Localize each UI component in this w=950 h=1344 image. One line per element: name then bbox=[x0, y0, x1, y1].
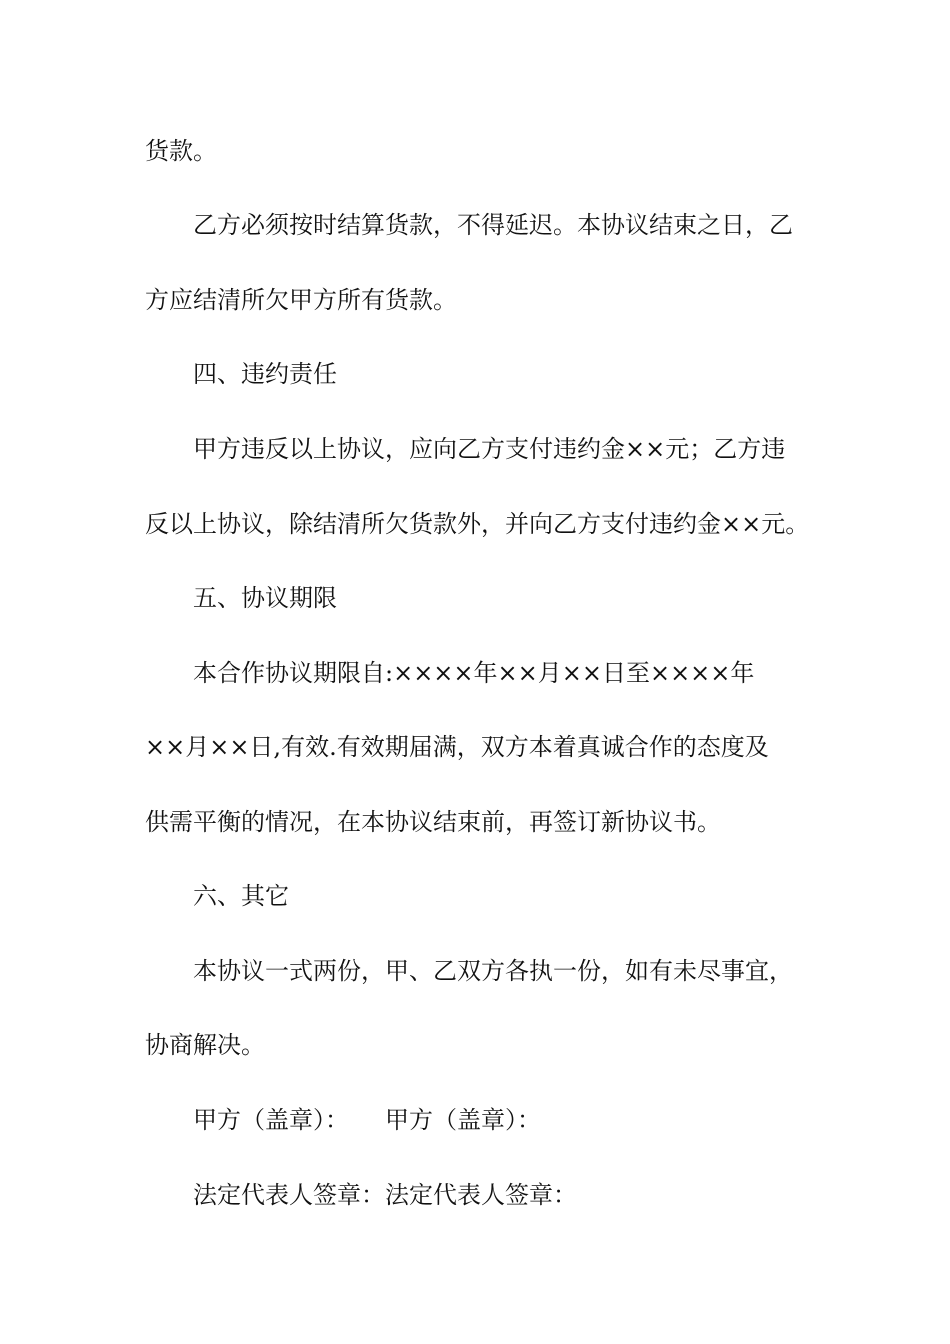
paragraph-line-2: 乙方必须按时结算货款，不得延迟。本协议结束之日，乙 bbox=[193, 211, 793, 239]
section-heading-breach: 四、违约责任 bbox=[193, 360, 337, 388]
section-heading-term: 五、协议期限 bbox=[193, 584, 337, 612]
paragraph-line-1: 货款。 bbox=[145, 137, 217, 165]
paragraph-line-3: 方应结清所欠甲方所有货款。 bbox=[145, 286, 457, 314]
paragraph-line-13: 协商解决。 bbox=[145, 1031, 265, 1059]
paragraph-line-10: 供需平衡的情况，在本协议结束前，再签订新协议书。 bbox=[145, 808, 721, 836]
signature-seal-line: 甲方（盖章）： 甲方（盖章）： bbox=[193, 1106, 541, 1134]
paragraph-line-12: 本协议一式两份，甲、乙双方各执一份，如有未尽事宜， bbox=[193, 957, 793, 985]
paragraph-line-9: ××月××日,有效.有效期届满，双方本着真诚合作的态度及 bbox=[145, 733, 769, 761]
signature-representative-line: 法定代表人签章：法定代表人签章： bbox=[193, 1181, 577, 1209]
paragraph-line-8: 本合作协议期限自:××××年××月××日至××××年 bbox=[193, 659, 755, 687]
section-heading-other: 六、其它 bbox=[193, 882, 289, 910]
paragraph-line-5: 甲方违反以上协议，应向乙方支付违约金××元；乙方违 bbox=[193, 435, 786, 463]
paragraph-line-6: 反以上协议，除结清所欠货款外，并向乙方支付违约金××元。 bbox=[145, 510, 810, 538]
